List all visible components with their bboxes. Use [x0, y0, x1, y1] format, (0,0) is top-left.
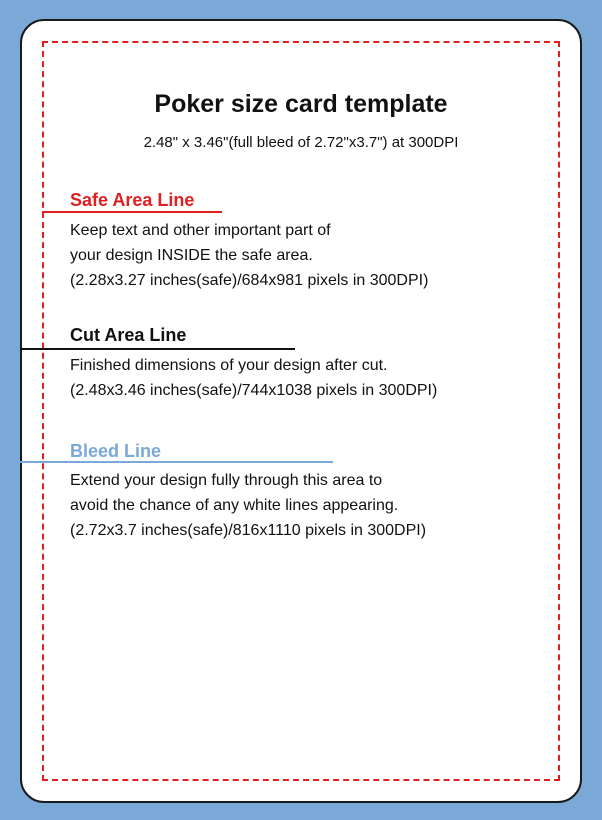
bleed-desc-line: (2.72x3.7 inches(safe)/816x1110 pixels in 300DPI) [70, 522, 427, 539]
safe-area-description [70, 218, 428, 293]
bleed-line-sample [20, 461, 333, 463]
cut-desc-line: (2.48x3.46 inches(safe)/744x1038 pixels in 300DPI) [70, 382, 438, 399]
cut-area-line-sample [20, 348, 295, 350]
cut-desc-line: Finished dimensions of your design after cut. [70, 357, 388, 374]
page-subtitle: 2.48" x 3.46"(full bleed of 2.72"x3.7") at 300DPI [143, 134, 459, 151]
safe-area-line-sample [42, 211, 222, 213]
page-title: Poker size card template [154, 90, 448, 118]
cut-area-heading: Cut Area Line [70, 325, 187, 345]
safe-desc-line: (2.28x3.27 inches(safe)/684x981 pixels in 300DPI) [70, 272, 429, 289]
safe-desc-line: your design INSIDE the safe area. [70, 247, 313, 264]
bleed-desc-line: avoid the chance of any white lines appearing. [70, 497, 399, 514]
safe-area-heading: Safe Area Line [70, 190, 195, 210]
cut-area-description [70, 353, 437, 403]
bleed-desc-line: Extend your design fully through this area to [70, 472, 383, 489]
bleed-description [70, 468, 426, 543]
bleed-heading: Bleed Line [70, 441, 162, 461]
safe-area-dashed-border [42, 41, 560, 781]
safe-desc-line: Keep text and other important part of [70, 222, 331, 239]
